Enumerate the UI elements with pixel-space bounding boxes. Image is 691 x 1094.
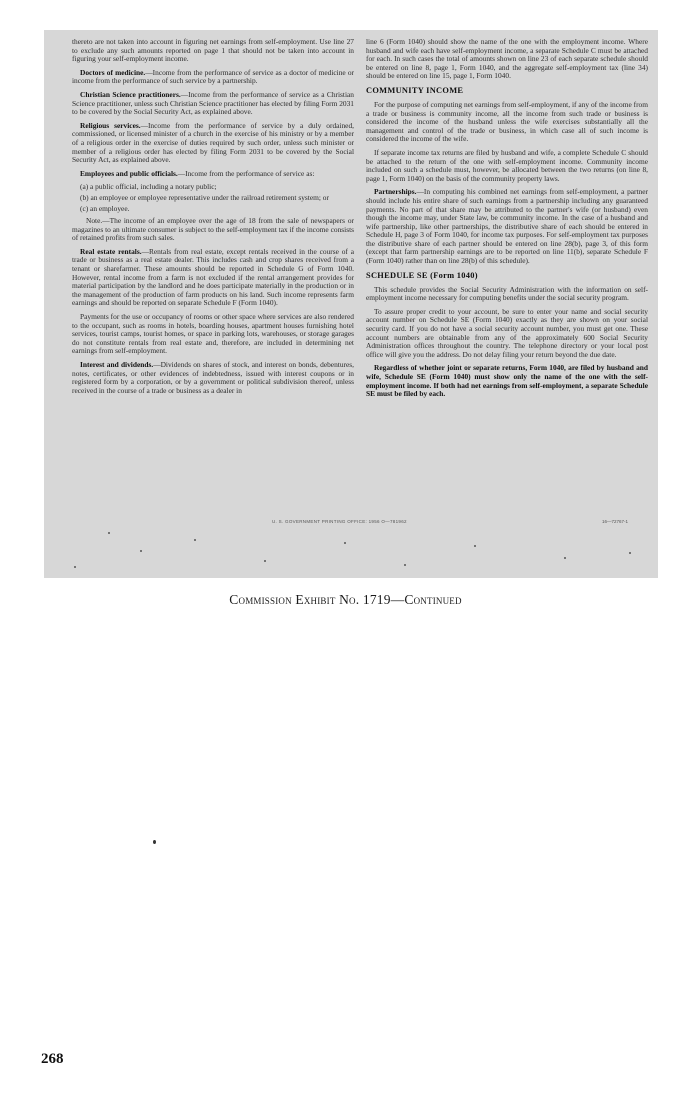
scan-speck — [474, 545, 476, 547]
lead-interest: Interest and dividends. — [80, 360, 154, 369]
paragraph-employees — [72, 170, 354, 179]
paragraph-christian-science — [72, 91, 354, 117]
paragraph-community-1: For the purpose of computing net earnings from self-employment, if any of the income from a trade or business is community income, all the income from such trade or business is considered the income of the husband unless the wife exercises substantially all the management and control of the trade or business, in which case all of such income is considered the income of the wife. — [366, 99, 648, 144]
left-column — [72, 38, 354, 400]
lead-religious: Religious services. — [80, 120, 141, 130]
paragraph-note: Note.—The income of an employee over the age of 18 from the sale of newspapers or magazines to an ultimate consumer is subject to the self-employment tax if the income consists of retained profits from such sales. — [72, 216, 354, 243]
paragraph-schedule-2: To assure proper credit to your account, be sure to enter your name and social security account number on Schedule SE (Form 1040) exactly as they are shown on your social security card. If you do not have a social security account number, you must get one. These account numbers are obtainable from any of the approximately 600 Social Security Administration offices throughout the country. The telephone directory or your local post office will give you the address. Do not delay filing your return beyond the due date. — [366, 306, 648, 359]
exhibit-caption — [0, 592, 691, 608]
paragraph-schedule-1: This schedule provides the Social Security Administration with the information on self-employment income necessary for computing benefits under the social security program. — [366, 284, 648, 303]
lead-employees: Employees and public officials. — [80, 168, 178, 178]
text-real-estate: —Rentals from real estate, except rentals received in the course of a trade or business as a real estate dealer. This includes cash and crop shares received from a tenant or sharefarmer. These amounts should be reported in Schedule G of Form 1040. However, rental income from a farm is not excluded if the rental arrangement provides for material participation by the landlord and he does participate materially in the production or in the management of the production of farm products on his land. Such income represents farm earnings and should be reported on separate Schedule F (Form 1040). — [72, 246, 354, 308]
paragraph-intro-right: line 6 (Form 1040) should show the name of the one with the employment income. Where husband and wife each have self-employment income, a separate Schedule C must be attached for each. In such cases the total of amounts shown on line 23 of each separate schedule should be entered on line 8, page 1, Form 1040, and the aggregate self-employment tax (line 34) should be entered on line 15, page 1, Form 1040. — [366, 37, 648, 81]
text-doctors: —Income from the performance of service as a doctor of medicine or income from the performance of such service by a partnership. — [72, 67, 354, 86]
paragraph-interest — [72, 361, 354, 395]
paragraph-intro-left: thereto are not taken into account in figuring net earnings from self-employment. Use line 27 to exclude any such amounts reported on page 1 that should not be taken into account in figuring your self-employment income. — [72, 37, 354, 64]
paragraph-religious — [72, 122, 354, 165]
lead-real-estate: Real estate rentals. — [80, 246, 142, 256]
list-item: (a) a public official, including a notary public; — [80, 182, 217, 192]
paragraph-community-2: If separate income tax returns are filed by husband and wife, a complete Schedule C should be attached to the return of the one with self-employment income. Community income included on such a schedule must, however, be allocated between the two returns (on line 8, page 1, Form 1040) on the basis of the community property laws. — [366, 147, 648, 183]
paragraph-doctors — [72, 69, 354, 86]
caption-text: Commission Exhibit No. 1719—Continued — [229, 592, 462, 607]
scan-speck — [108, 532, 110, 534]
scan-speck — [264, 560, 266, 562]
text-christian-science: —Income from the performance of service as a Christian Science practitioner, unless such Christian Science practitioner has elected by filing Form 2031 to be covered by the Social Security Act, as explained above. — [72, 89, 355, 117]
page-number: 268 — [41, 1051, 64, 1067]
scan-speck — [140, 550, 142, 552]
lead-partnerships: Partnerships. — [374, 187, 417, 197]
text-employees: —Income from the performance of service as: — [177, 168, 315, 178]
heading-community-income: COMMUNITY INCOME — [366, 85, 464, 95]
lead-christian-science: Christian Science practitioners. — [80, 89, 181, 99]
scan-speck — [74, 566, 76, 568]
employees-list — [72, 183, 354, 213]
right-column — [366, 38, 648, 404]
lead-doctors: Doctors of medicine. — [80, 67, 146, 77]
heading-schedule-se: SCHEDULE SE (Form 1040) — [366, 270, 478, 280]
page-mark — [153, 840, 156, 844]
scanned-document — [44, 30, 658, 578]
list-item: (b) an employee or employee representative under the railroad retirement system; or — [80, 192, 329, 202]
form-number: 16—72767-1 — [601, 519, 628, 524]
scan-speck — [629, 552, 631, 554]
scan-speck — [564, 557, 566, 559]
text-interest: —Dividends on shares of stock, and interest on bonds, debentures, notes, certificates, or other evidences of indebtedness, issued with interest coupons or in registered form by a corporation, or by a government or political subdivision thereof, unless received in the course of a trade or business as a dealer in — [72, 360, 354, 395]
list-item: (c) an employee. — [80, 203, 130, 213]
text-partnerships: —In computing his combined net earnings from self-employment, a partner should include his entire share of such earnings from a partnership including any guaranteed payments. No part of that share may be attributed to the partner's wife (or husband) even though the income may, under State law, be community income. In the case of a husband and wife partnership, like other partnerships, the distributive share of each should be entered in Schedule H, page 3 of Form 1040, for income tax purposes. For self-employment tax purposes the distributive share of each partner should be entered on line 28(b), page 3, of this form (except that farm partnership earnings are to be reported on line 11(b), separate Schedule F (Form 1040) rather than on line 28(b) of this schedule). — [366, 187, 648, 266]
paragraph-real-estate — [72, 248, 354, 308]
printing-office-line: U. S. GOVERNMENT PRINTING OFFICE: 1956 O—781962 — [272, 519, 407, 524]
paragraph-schedule-bold: Regardless of whether joint or separate returns, Form 1040, are filed by husband and wife, Schedule SE (Form 1040) must show only the name of the one with the self-employment income. If both had net earnings from self-employment, a separate Schedule SE must be filed by each. — [366, 363, 648, 399]
scan-speck — [194, 539, 196, 541]
paragraph-payments: Payments for the use or occupancy of rooms or other space where services are also rendered to the occupant, such as rooms in hotels, boarding houses, apartment houses furnishing hotel services, tourist camps, tourist homes, or space in parking lots, warehouses, or storage garages do not constitute rentals from real estate and, therefore, are included in determining net earnings from self-employment. — [72, 312, 354, 356]
scan-speck — [344, 542, 346, 544]
paragraph-partnerships — [366, 188, 648, 265]
scan-speck — [404, 564, 406, 566]
text-religious: —Income from the performance of service by a duly ordained, commissioned, or licensed minister of a church in the exercise of his ministry or by a member of a religious order in the exercise of duties required by such order, unless such minister or member of a religious order has elected by filing Form 2031 to be covered by the Social Security Act, as explained above. — [72, 120, 354, 165]
